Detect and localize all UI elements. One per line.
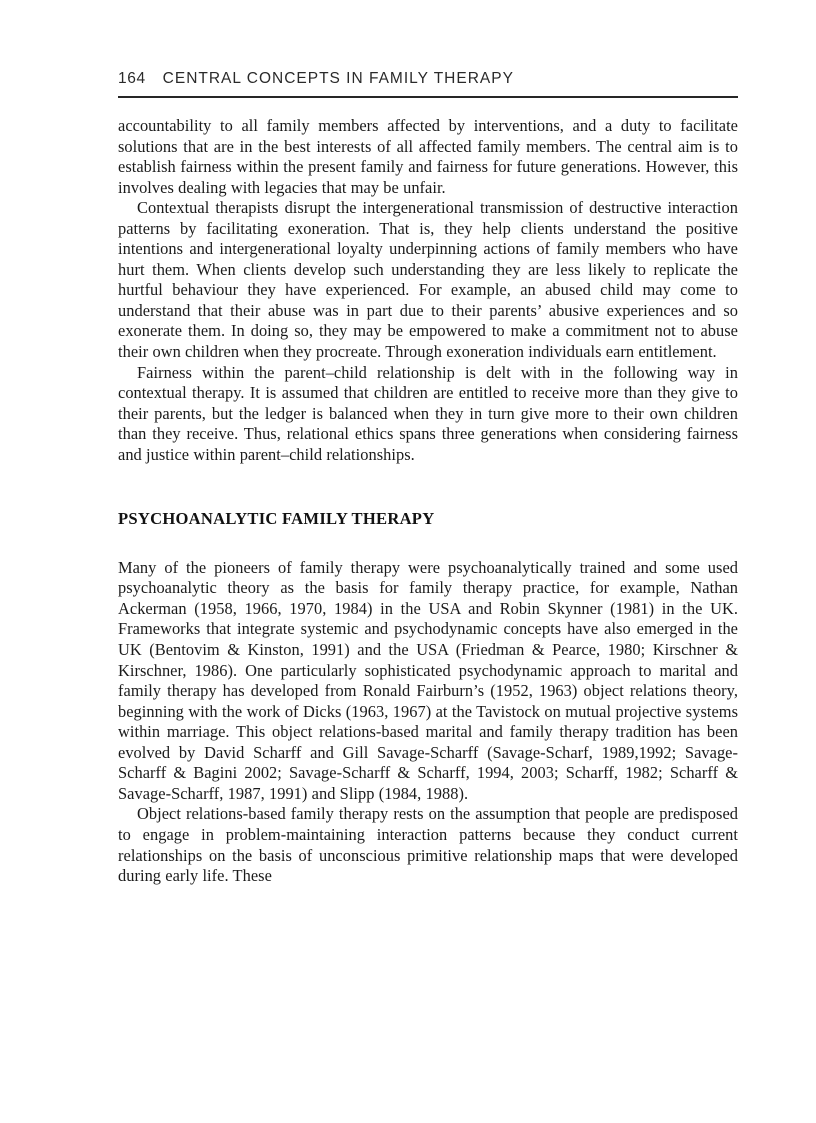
heading-spacer-above [118,465,738,509]
heading-spacer-below [118,530,738,558]
section-heading: PSYCHOANALYTIC FAMILY THERAPY [118,509,435,529]
paragraph: accountability to all family members affected by interventions, and a duty to facilitate solutions that are in the best interests of all affected family members. The central aim is to establish fairness within the present family and fairness for future generations. However, this involves dealing with legacies that may be unfair. [118,116,738,197]
header-rule [118,96,738,98]
text-block [118,116,738,887]
paragraph: Object relations-based family therapy rests on the assumption that people are predisposed to engage in problem-maintaining interaction patterns because they conduct current relationships on the basis of unconscious primitive relationship maps that were developed during early life. These [118,804,738,886]
page-number: 164 [118,70,146,87]
paragraph: Fairness within the parent–child relationship is delt with in the following way in contextual therapy. It is assumed that children are entitled to receive more than they give to their parents, but the ledger is balanced when they in turn give more to their own children than they receive. Thus, relational ethics spans three generations when considering fairness and justice within parent–child relationships. [118,362,738,464]
paragraph: Contextual therapists disrupt the intergenerational transmission of destructive interaction patterns by facilitating exoneration. That is, they help clients understand the positive intentions and intergenerational loyalty underpinning actions of family members who have hurt them. When clients develop such understanding they are less likely to replicate the hurtful behaviour they have experienced. For example, an abused child may come to understand that their abuse was in part due to their parents’ abusive experiences and so exonerate them. In doing so, they may be empowered to make a commitment not to abuse their own children when they procreate. Through exoneration individuals earn entitlement. [118,198,738,362]
running-head [118,70,738,88]
paragraph: Many of the pioneers of family therapy were psychoanalytically trained and some used psychoanalytic theory as the basis for family therapy practice, for example, Nathan Ackerman (1958, 1966, 1970, 1984) in the USA and Robin Skynner (1981) in the UK. Frameworks that integrate systemic and psychodynamic concepts have also emerged in the UK (Bentovim & Kinston, 1991) and the USA (Friedman & Pearce, 1980; Kirschner & Kirschner, 1986). One particularly sophisticated psychodynamic approach to marital and family therapy has developed from Ronald Fairburn’s (1952, 1963) object relations theory, beginning with the work of Dicks (1963, 1967) at the Tavistock on mutual projective systems within marriage. This object relations-based marital and family therapy tradition has been evolved by David Scharff and Gill Savage-Scharff (Savage-Scharf, 1989,1992; Savage-Scharff & Bagini 2002; Savage-Scharff & Scharff, 1994, 2003; Scharff, 1982; Scharff & Savage-Scharff, 1987, 1991) and Slipp (1984, 1988). [118,557,738,803]
running-head-title: CENTRAL CONCEPTS IN FAMILY THERAPY [162,70,514,87]
